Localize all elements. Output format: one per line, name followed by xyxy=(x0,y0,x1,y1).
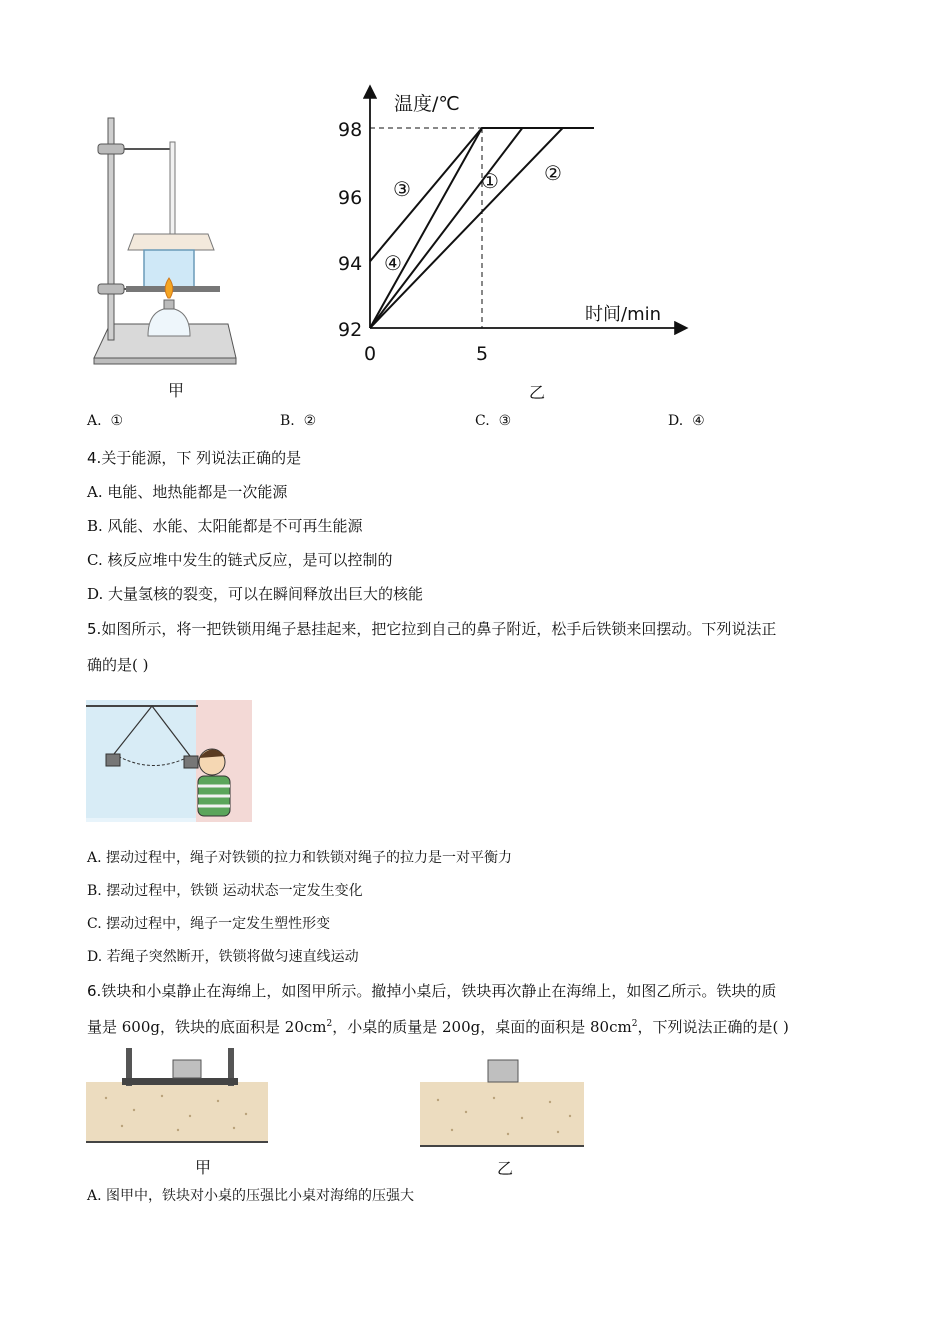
figure-label-left-q6: 甲 xyxy=(195,1158,212,1177)
question-number: 6 xyxy=(87,982,97,1000)
line-label-2: ② xyxy=(544,161,562,185)
q5-option-c[interactable]: C. 摆动过程中，绳子一定发生塑性形变 xyxy=(87,916,331,932)
q6-option-a[interactable]: A. 图甲中，铁块对小桌的压强比小桌对海绵的压强大 xyxy=(87,1188,415,1204)
boiling-apparatus-figure xyxy=(86,110,246,375)
q5-stem-line2: 确的是( ) xyxy=(87,656,149,674)
question-text: .如图所示，将一把铁锁用绳子悬挂起来，把它拉到自己的鼻子附近，松手后铁锁来回摆动。下列说法正 xyxy=(96,620,777,638)
q4-option-a[interactable]: A. 电能、地热能都是一次能源 xyxy=(87,483,288,501)
q5-option-b[interactable]: B. 摆动过程中，铁锁 运动状态一定发生变化 xyxy=(87,883,363,899)
pendulum-lock-figure xyxy=(86,700,252,822)
y-tick-label: 92 xyxy=(338,319,363,341)
x-axis-label: 时间/min xyxy=(585,304,662,325)
y-axis-label: 温度/℃ xyxy=(394,93,460,115)
question-number: 4 xyxy=(87,449,97,467)
origin-label: 0 xyxy=(364,343,377,365)
option-letter: B. xyxy=(280,413,295,429)
question-number: 5 xyxy=(87,620,97,638)
q3-option-a[interactable] xyxy=(87,413,123,429)
q4-option-c[interactable]: C. 核反应堆中发生的链式反应，是可以控制的 xyxy=(87,551,393,569)
q4-option-d[interactable]: D. 大量氢核的裂变，可以在瞬间释放出巨大的核能 xyxy=(87,585,424,603)
y-tick-label: 96 xyxy=(338,187,363,209)
option-letter: D. xyxy=(668,413,684,429)
temperature-time-chart xyxy=(330,80,700,375)
q4-stem xyxy=(87,447,301,468)
q6-text-a: 量是 600g，铁块的底面积是 20cm xyxy=(87,1018,327,1036)
option-text: ② xyxy=(303,413,317,429)
y-tick-label: 98 xyxy=(338,119,363,141)
y-tick-label: 94 xyxy=(338,253,363,275)
question-text: .铁块和小桌静止在海绵上，如图甲所示。撤掉小桌后，铁块再次静止在海绵上，如图乙所示。铁块的质 xyxy=(96,982,777,1000)
figure-label-left: 甲 xyxy=(168,381,185,400)
option-text: ① xyxy=(110,413,124,429)
q3-option-c[interactable] xyxy=(475,413,511,429)
q6-text-b: ，小桌的质量是 200g，桌面的面积是 80cm xyxy=(332,1018,632,1036)
sponge-table-figure xyxy=(86,1046,270,1146)
option-letter: A. xyxy=(87,413,102,429)
q4-option-b[interactable]: B. 风能、水能、太阳能都是不可再生能源 xyxy=(87,517,363,535)
figure-label-right-q6: 乙 xyxy=(497,1159,514,1178)
q5-stem-line1 xyxy=(87,618,776,639)
option-text: ③ xyxy=(498,413,512,429)
line-label-1: ① xyxy=(481,169,499,193)
question-text: .关于能源，下 列说法正确的是 xyxy=(96,449,302,467)
x-tick-label: 5 xyxy=(476,343,489,365)
q6-text-c: ，下列说法正确的是( ) xyxy=(637,1018,789,1036)
q6-stem-line2 xyxy=(87,1016,789,1037)
option-text: ④ xyxy=(692,413,705,429)
q5-option-a[interactable]: A. 摆动过程中，绳子对铁锁的拉力和铁锁对绳子的拉力是一对平衡力 xyxy=(87,850,513,866)
sponge-block-figure xyxy=(420,1046,586,1150)
q3-option-d[interactable] xyxy=(668,413,705,429)
q3-option-b[interactable] xyxy=(280,413,316,429)
line-label-4: ④ xyxy=(384,251,402,275)
figure-label-right: 乙 xyxy=(529,383,546,402)
q6-stem-line1 xyxy=(87,980,776,1001)
line-label-3: ③ xyxy=(393,177,411,201)
superscript: 2 xyxy=(631,1019,638,1029)
option-letter: C. xyxy=(475,413,490,429)
superscript: 2 xyxy=(326,1019,333,1029)
q5-option-d[interactable]: D. 若绳子突然断开，铁锁将做匀速直线运动 xyxy=(87,949,359,965)
